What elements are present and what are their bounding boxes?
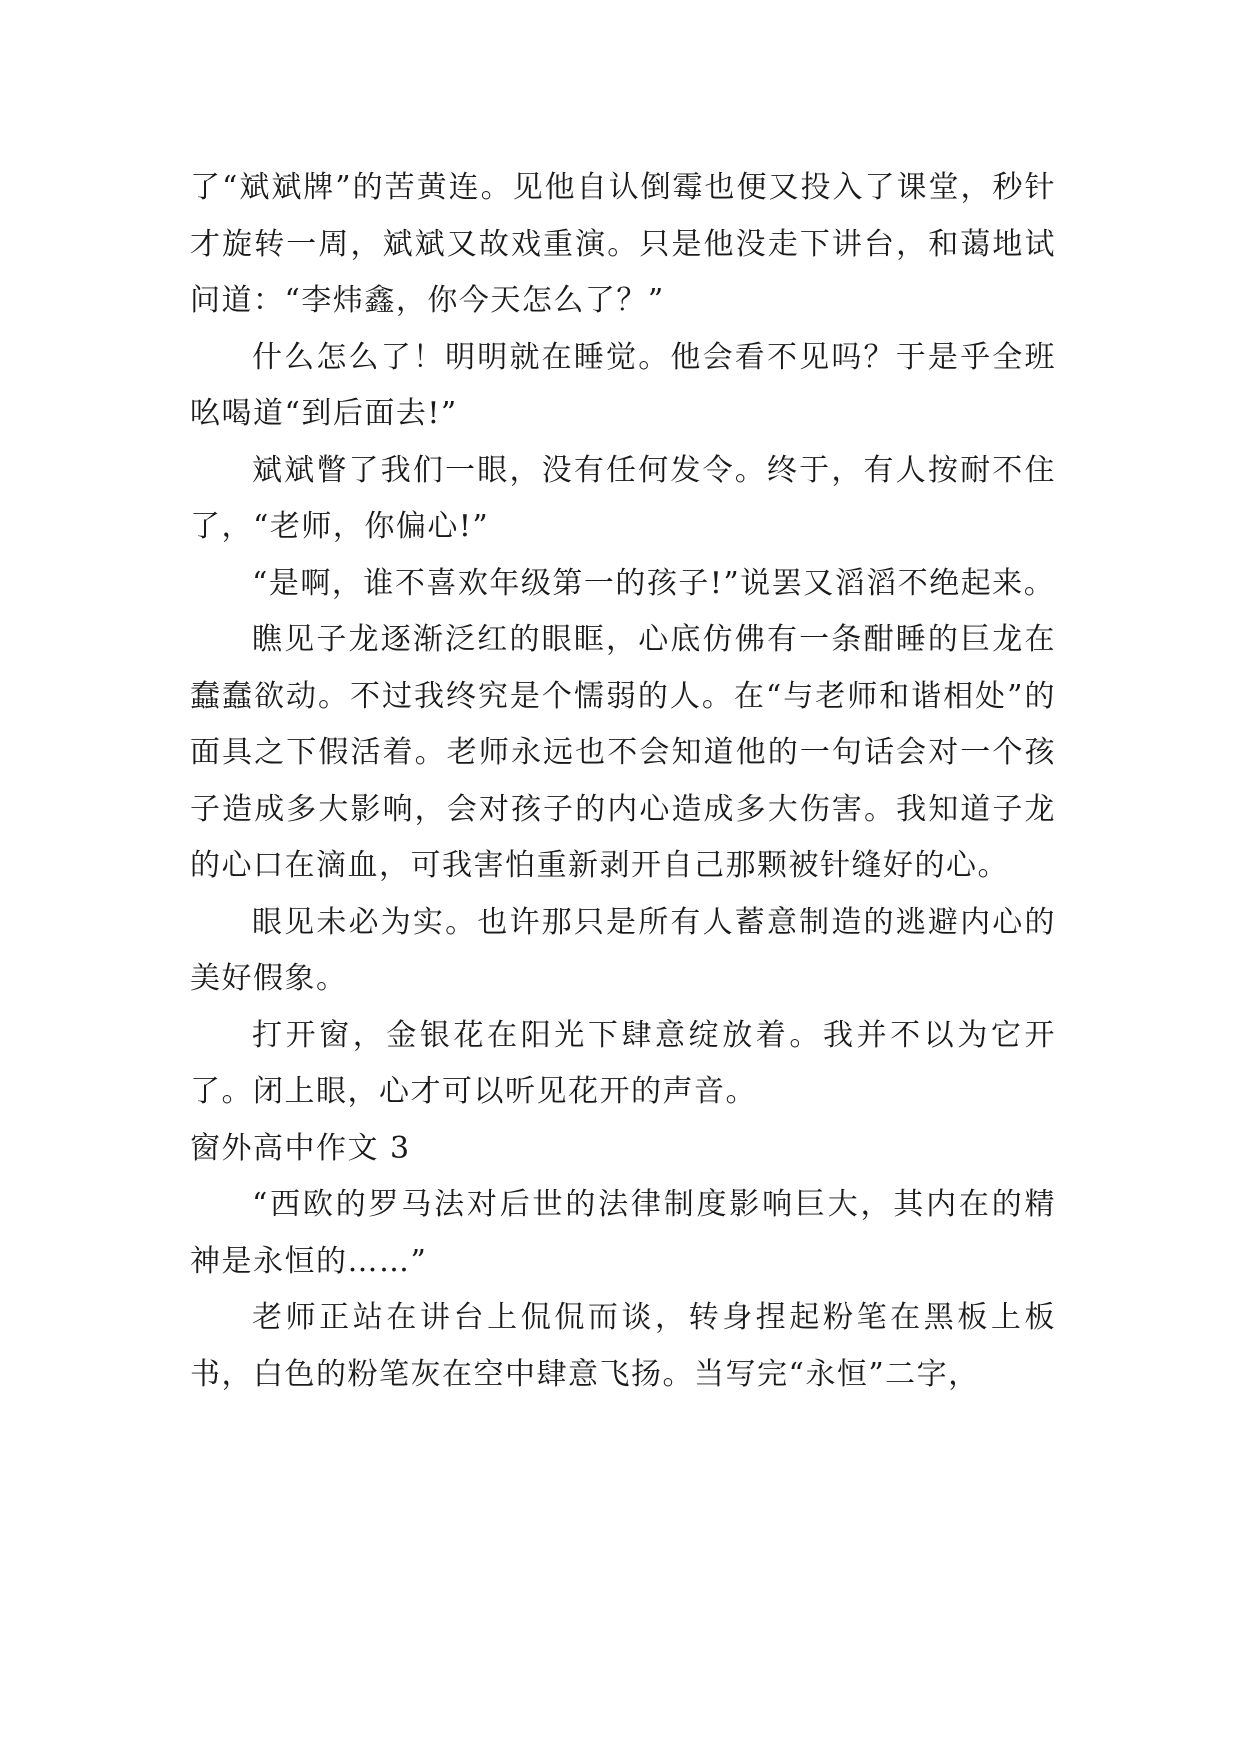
paragraph: 斌斌瞥了我们一眼，没有任何发令。终于，有人按耐不住了，“老师，你偏心!” bbox=[190, 452, 1056, 544]
paragraph: “西欧的罗马法对后世的法律制度影响巨大，其内在的精神是永恒的……” bbox=[190, 1187, 1056, 1279]
paragraph: 什么怎么了！明明就在睡觉。他会看不见吗？于是乎全班吆喝道“到后面去!” bbox=[190, 339, 1056, 431]
paragraph: 瞧见子龙逐渐泛红的眼眶，心底仿佛有一条酣睡的巨龙在蠢蠢欲动。不过我终究是个懦弱的人。在“与老师和谐相处”的面具之下假活着。老师永远也不会知道他的一句话会对一个孩子造成多大影响，会对孩子的内心造成多大伤害。我知道子龙的心口在滴血，可我害怕重新剥开自己那颗被针缝好的心。 bbox=[190, 622, 1056, 883]
paragraph: “是啊，谁不喜欢年级第一的孩子!”说罢又滔滔不绝起来。 bbox=[252, 565, 1056, 601]
paragraph: 老师正站在讲台上侃侃而谈，转身捏起粉笔在黑板上板书，白色的粉笔灰在空中肆意飞扬。当写完“永恒”二字， bbox=[190, 1300, 1056, 1392]
paragraph: 眼见未必为实。也许那只是所有人蓄意制造的逃避内心的美好假象。 bbox=[190, 904, 1056, 996]
section-title: 窗外高中作文 3 bbox=[190, 1130, 411, 1166]
document-body bbox=[190, 160, 1056, 1403]
paragraph-continuation: 了“斌斌牌”的苦黄连。见他自认倒霉也便又投入了课堂，秒针才旋转一周，斌斌又故戏重演。只是他没走下讲台，和蔼地试问道：“李炜鑫，你今天怎么了？” bbox=[190, 170, 1056, 318]
paragraph: 打开窗，金银花在阳光下肆意绽放着。我并不以为它开了。闭上眼，心才可以听见花开的声音。 bbox=[190, 1017, 1056, 1109]
